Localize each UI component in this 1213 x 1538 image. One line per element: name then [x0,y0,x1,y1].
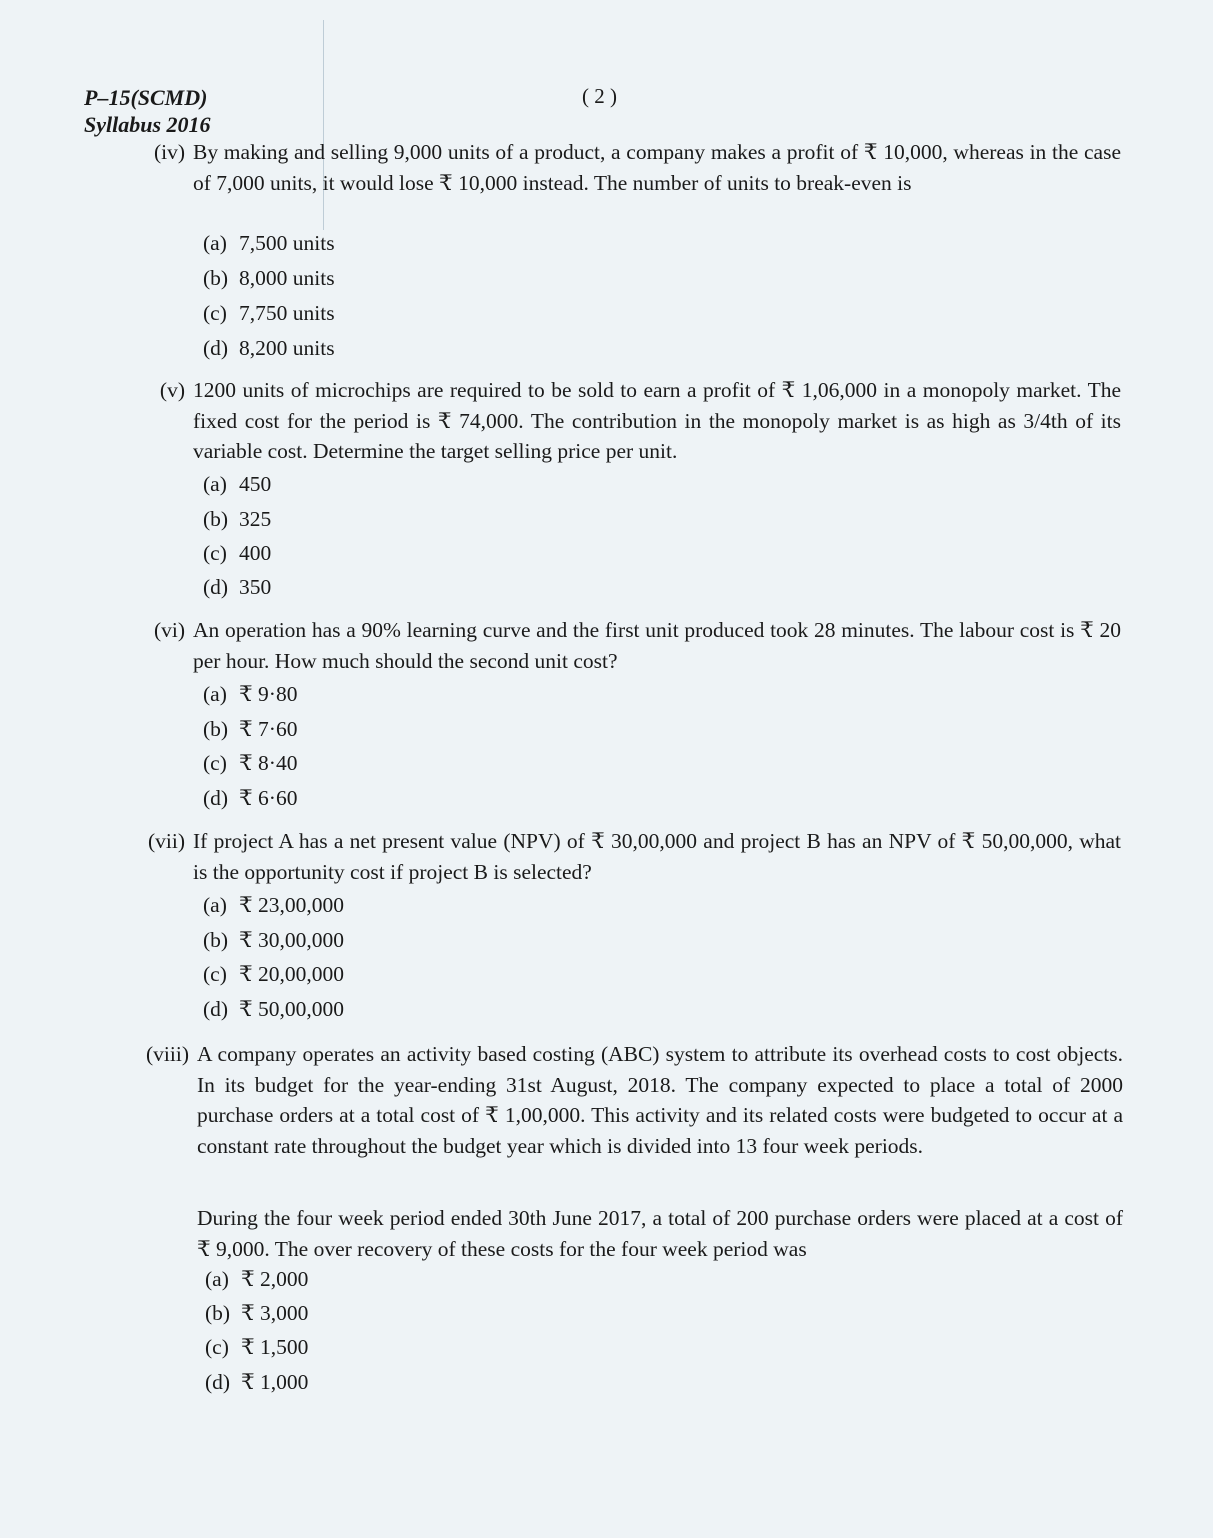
question-number: (v) [159,378,185,402]
option [203,786,297,811]
option-key: (b) [203,507,229,531]
option [203,472,271,497]
option-key: (c) [203,962,227,986]
question-text: If project A has a net present value (NPV) of ₹ 30,00,000 and project B has an NPV of ₹ 50,00,000, what is the opportunity cost if project B is selected? [193,829,1121,884]
paper-code: P–15(SCMD) [84,85,208,110]
option-key: (a) [203,472,227,496]
question-number: (viii) [146,1042,189,1066]
option [203,717,297,742]
option-key: (b) [203,928,229,952]
option [203,682,297,707]
option [205,1335,308,1360]
option-text: ₹ 3,000 [241,1301,309,1325]
syllabus-label: Syllabus 2016 [84,112,211,137]
option [203,301,335,326]
option [205,1301,308,1326]
question-number: (iv) [153,140,185,164]
option-text: ₹ 8·40 [239,751,298,775]
option-text: 8,200 units [239,336,335,360]
question-text: During the four week period ended 30th June 2017, a total of 200 purchase orders were placed at a cost of ₹ 9,000. The over recovery of these costs for the four week period was [197,1206,1123,1261]
option-text: ₹ 1,500 [241,1335,309,1359]
option-text: ₹ 30,00,000 [239,928,345,952]
option [203,336,335,361]
option [203,507,271,532]
question-text: 1200 units of microchips are required to be sold to earn a profit of ₹ 1,06,000 in a monopoly market. The fixed cost for the period is ₹ 74,000. The contribution in the monopoly market is as high as 3/4th of its variable cost. Determine the target selling price per unit. [193,378,1121,463]
option-text: 450 [239,472,272,496]
question-text: A company operates an activity based costing (ABC) system to attribute its overhead costs to cost objects. In its budget for the year-ending 31st August, 2018. The company expected to place a total of 2000 purchase orders at a total cost of ₹ 1,00,000. This activity and its related costs were budgeted to occur at a constant rate throughout the budget year which is divided into 13 four week periods. [197,1042,1123,1158]
option-key: (d) [203,575,229,599]
option-key: (a) [203,682,227,706]
question-v [159,375,1121,467]
question-number: (vii) [147,829,185,853]
option [205,1370,308,1395]
option [203,541,271,566]
option-key: (c) [203,301,227,325]
option [203,928,344,953]
paper-header [84,84,211,138]
option [203,266,335,291]
question-vii [147,826,1121,887]
option [203,575,271,600]
option-text: ₹ 23,00,000 [239,893,345,917]
option-key: (b) [203,717,229,741]
option-text: 8,000 units [239,266,335,290]
question-vi [153,615,1121,676]
question-number: (vi) [153,618,185,642]
option [203,751,297,776]
option-key: (a) [203,893,227,917]
option-key: (d) [205,1370,231,1394]
option-key: (b) [203,266,229,290]
option [205,1267,308,1292]
option-text: 7,750 units [239,301,335,325]
question-text: By making and selling 9,000 units of a product, a company makes a profit of ₹ 10,000, whereas in the case of 7,000 units, it would lose ₹ 10,000 instead. The number of units to break-even is [193,140,1121,195]
option-text: ₹ 2,000 [241,1267,309,1291]
option [203,997,344,1022]
page-number: ( 2 ) [582,84,617,108]
option-text: 400 [239,541,272,565]
option-key: (c) [203,541,227,565]
option [203,893,344,918]
question-iv [153,137,1121,198]
option-text: ₹ 20,00,000 [239,962,345,986]
option-text: 325 [239,507,272,531]
scan-artifact-line [323,20,324,230]
option-text: ₹ 9·80 [239,682,298,706]
option-text: ₹ 50,00,000 [239,997,345,1021]
option-text: 350 [239,575,272,599]
option [203,231,335,256]
option-key: (d) [203,997,229,1021]
question-text: An operation has a 90% learning curve and the first unit produced took 28 minutes. The labour cost is ₹ 20 per hour. How much should the second unit cost? [193,618,1121,673]
option-text: 7,500 units [239,231,335,255]
option-key: (d) [203,336,229,360]
option-text: ₹ 7·60 [239,717,298,741]
option-key: (c) [203,751,227,775]
option-key: (d) [203,786,229,810]
option-key: (a) [203,231,227,255]
option-key: (c) [205,1335,229,1359]
option [203,962,344,987]
option-text: ₹ 6·60 [239,786,298,810]
option-text: ₹ 1,000 [241,1370,309,1394]
question-viii [146,1039,1123,1161]
option-key: (b) [205,1301,231,1325]
option-key: (a) [205,1267,229,1291]
question-viii-continued [197,1203,1123,1264]
